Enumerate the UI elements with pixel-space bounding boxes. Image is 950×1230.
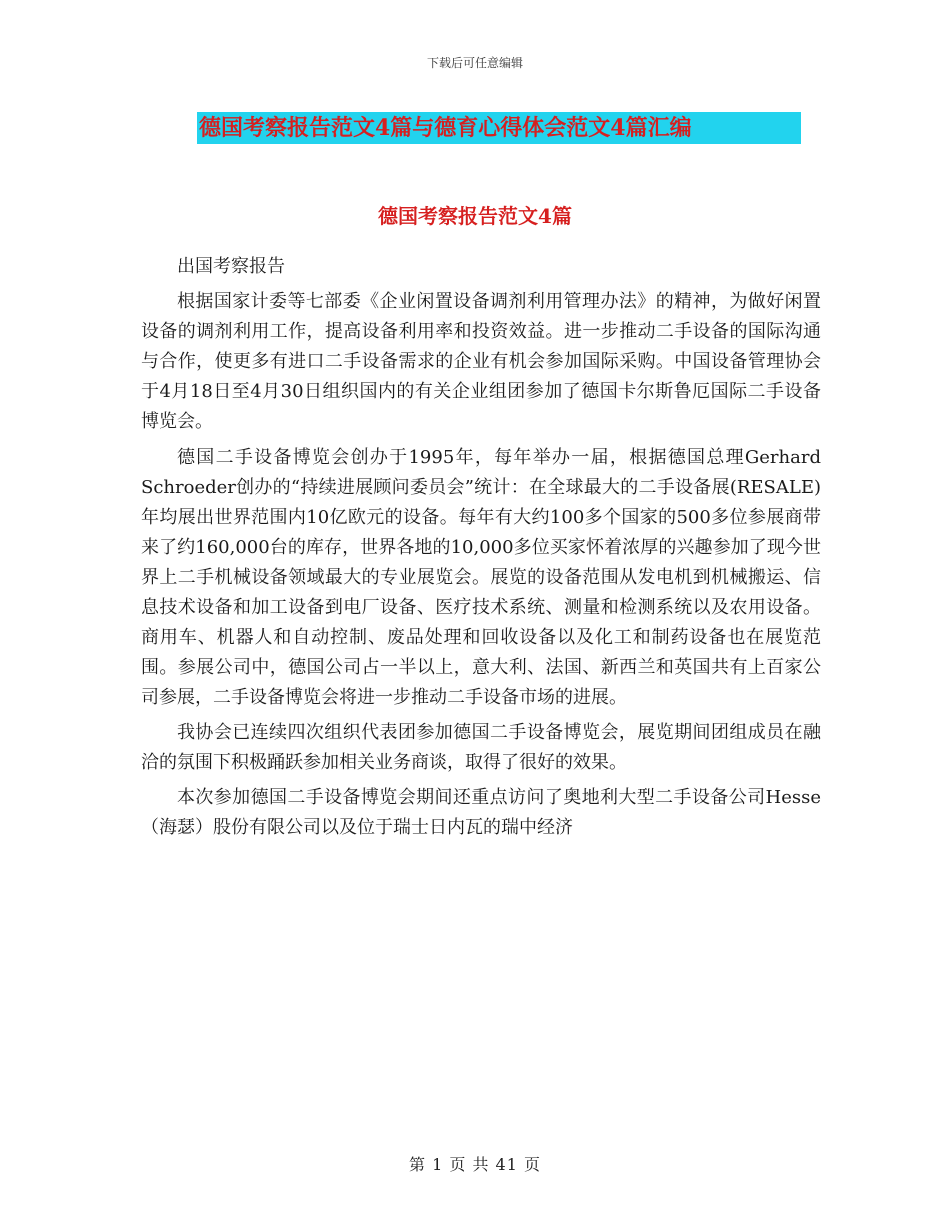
page-footer: 第 1 页 共 41 页	[409, 1155, 541, 1174]
paragraph: 德国二手设备博览会创办于1995年，每年举办一届，根据德国总理Gerhard Schroeder创办的“持续进展顾问委员会”统计：在全球最大的二手设备展(RESALE) 年均展出世界范围内10亿欧元的设备。每年有大约100多个国家的500多位参展商带来了约160,000台的库存，世界各地的10,000多位买家怀着浓厚的兴趣参加了现今世界上二手机械设备领域最大的专业展览会。展览的设备范围从发电机到机械搬运、信息技术设备和加工设备到电厂设备、医疗技术系统、测量和检测系统以及农用设备。商用车、机器人和自动控制、废品处理和回收设备以及化工和制药设备也在展览范围。参展公司中，德国公司占一半以上，意大利、法国、新西兰和英国共有上百家公司参展，二手设备博览会将进一步推动二手设备市场的进展。	[141, 447, 821, 708]
document-title-text: 德国考察报告范文4篇与德育心得体会范文4篇汇编	[199, 115, 692, 141]
paragraph: 根据国家计委等七部委《企业闲置设备调剂利用管理办法》的精神，为做好闲置设备的调剂利用工作，提高设备利用率和投资效益。进一步推动二手设备的国际沟通与合作，使更多有进口二手设备需求的企业有机会参加国际采购。中国设备管理协会于4月18日至4月30日组织国内的有关企业组团参加了德国卡尔斯鲁厄国际二手设备博览会。	[141, 291, 821, 432]
paragraph: 我协会已连续四次组织代表团参加德国二手设备博览会，展览期间团组成员在融洽的氛围下积极踊跃参加相关业务商谈，取得了很好的效果。	[141, 722, 821, 773]
document-title	[197, 112, 801, 144]
header-note: 下载后可任意编辑	[426, 56, 523, 70]
paragraph: 本次参加德国二手设备博览会期间还重点访问了奥地利大型二手设备公司Hesse（海瑟）股份有限公司以及位于瑞士日内瓦的瑞中经济	[141, 787, 821, 838]
paragraph: 出国考察报告	[177, 256, 285, 277]
section-title: 德国考察报告范文4篇	[378, 204, 572, 228]
document-body	[141, 252, 821, 843]
